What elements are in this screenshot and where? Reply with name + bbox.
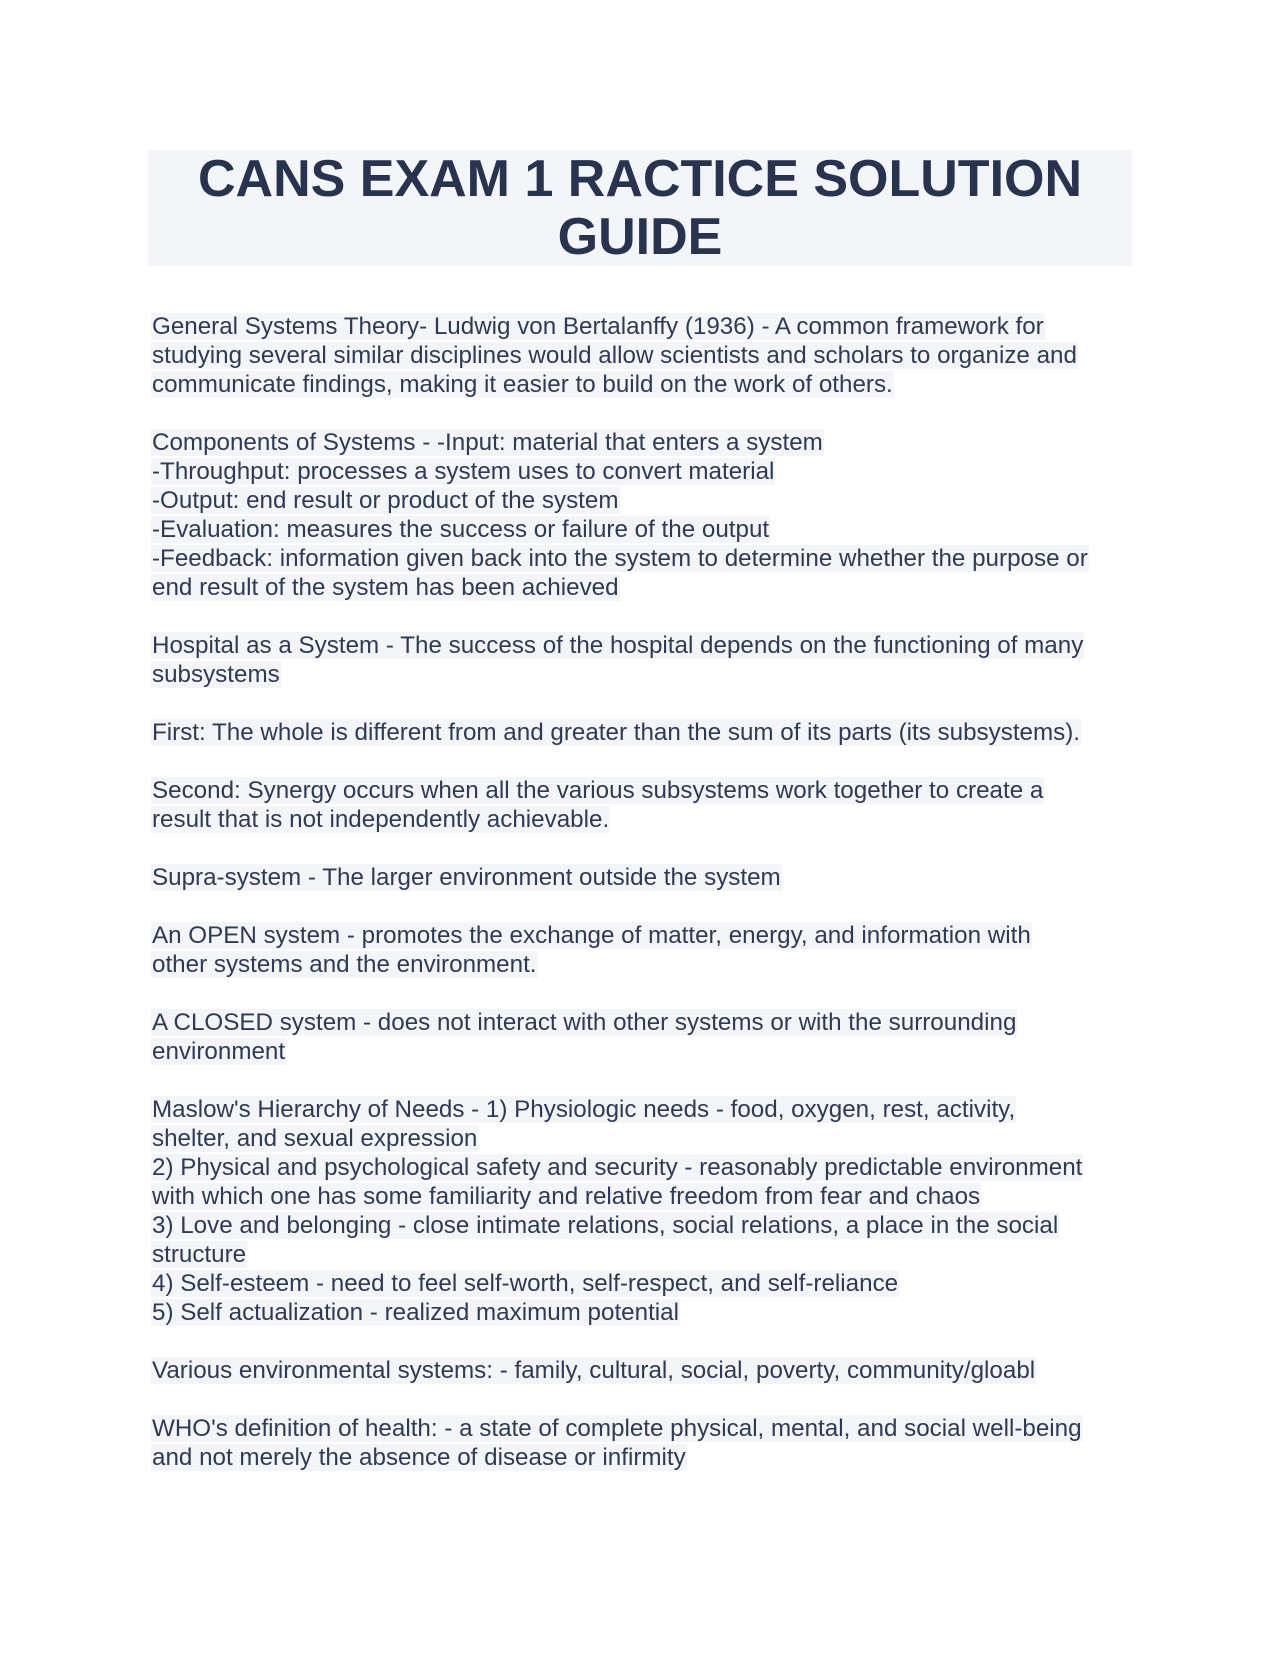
text-line-content: shelter, and sexual expression <box>152 1125 478 1152</box>
text-line <box>151 341 1141 370</box>
paragraph <box>151 1095 1141 1327</box>
text-line-content: -Evaluation: measures the success or failure of the output <box>152 516 770 543</box>
text-line-content: First: The whole is different from and greater than the sum of its parts (its subsystems). <box>152 719 1081 746</box>
text-line <box>151 805 1141 834</box>
paragraph <box>151 718 1141 747</box>
text-line-content: Hospital as a System - The success of the hospital depends on the functioning of many <box>152 632 1084 659</box>
text-line-content: Supra-system - The larger environment outside the system <box>152 864 781 891</box>
text-line <box>151 1298 1141 1327</box>
text-line-content: 3) Love and belonging - close intimate relations, social relations, a place in the social <box>152 1212 1059 1239</box>
paragraph <box>151 863 1141 892</box>
text-line-content: -Output: end result or product of the system <box>152 487 619 514</box>
text-line <box>151 312 1141 341</box>
text-line-content: environment <box>152 1038 286 1065</box>
text-line <box>151 1240 1141 1269</box>
paragraph <box>151 921 1141 979</box>
text-line <box>151 486 1141 515</box>
document-title <box>148 150 1132 266</box>
text-line <box>151 921 1141 950</box>
text-line <box>151 631 1141 660</box>
paragraph <box>151 1008 1141 1066</box>
text-line-content: other systems and the environment. <box>152 951 537 978</box>
text-line <box>151 776 1141 805</box>
text-line <box>151 515 1141 544</box>
text-line <box>151 573 1141 602</box>
text-line-content: Maslow's Hierarchy of Needs - 1) Physiologic needs - food, oxygen, rest, activity, <box>152 1096 1016 1123</box>
text-line-content: Components of Systems - -Input: material that enters a system <box>152 429 823 456</box>
text-line-content: structure <box>152 1241 247 1268</box>
text-line <box>151 1269 1141 1298</box>
text-line <box>151 1037 1141 1066</box>
paragraph <box>151 631 1141 689</box>
text-line <box>151 1443 1141 1472</box>
text-line <box>151 1008 1141 1037</box>
document-body <box>151 312 1141 1501</box>
text-line-content: Various environmental systems: - family, cultural, social, poverty, community/gloabl <box>152 1357 1036 1384</box>
text-line-content: result that is not independently achievable. <box>152 806 610 833</box>
text-line-content: communicate findings, making it easier to build on the work of others. <box>152 371 893 398</box>
text-line <box>151 1356 1141 1385</box>
text-line <box>151 1211 1141 1240</box>
text-line <box>151 863 1141 892</box>
paragraph <box>151 428 1141 602</box>
text-line <box>151 428 1141 457</box>
paragraph <box>151 312 1141 399</box>
paragraph <box>151 776 1141 834</box>
text-line-content: -Throughput: processes a system uses to convert material <box>152 458 775 485</box>
paragraph <box>151 1356 1141 1385</box>
text-line-content: with which one has some familiarity and relative freedom from fear and chaos <box>152 1183 981 1210</box>
text-line <box>151 950 1141 979</box>
text-line-content: WHO's definition of health: - a state of complete physical, mental, and social well-being <box>152 1415 1082 1442</box>
text-line-content: and not merely the absence of disease or infirmity <box>152 1444 686 1471</box>
text-line-content: end result of the system has been achieved <box>152 574 619 601</box>
text-line-content: General Systems Theory- Ludwig von Bertalanffy (1936) - A common framework for <box>152 313 1044 340</box>
text-line-content: A CLOSED system - does not interact with other systems or with the surrounding <box>152 1009 1017 1036</box>
title-line-2: GUIDE <box>557 208 723 266</box>
text-line <box>151 457 1141 486</box>
text-line <box>151 1124 1141 1153</box>
text-line-content: Second: Synergy occurs when all the various subsystems work together to create a <box>152 777 1044 804</box>
text-line <box>151 1182 1141 1211</box>
text-line-content: An OPEN system - promotes the exchange of matter, energy, and information with <box>152 922 1031 949</box>
text-line <box>151 1095 1141 1124</box>
text-line-content: 4) Self-esteem - need to feel self-worth, self-respect, and self-reliance <box>152 1270 899 1297</box>
text-line <box>151 1414 1141 1443</box>
text-line <box>151 370 1141 399</box>
text-line <box>151 718 1141 747</box>
title-line-1: CANS EXAM 1 RACTICE SOLUTION <box>197 150 1083 208</box>
paragraph <box>151 1414 1141 1472</box>
text-line-content: 2) Physical and psychological safety and security - reasonably predictable environment <box>152 1154 1083 1181</box>
text-line <box>151 660 1141 689</box>
text-line <box>151 1153 1141 1182</box>
text-line-content: subsystems <box>152 661 280 688</box>
text-line-content: studying several similar disciplines would allow scientists and scholars to organize and <box>152 342 1077 369</box>
text-line-content: 5) Self actualization - realized maximum potential <box>152 1299 679 1326</box>
text-line-content: -Feedback: information given back into the system to determine whether the purpose or <box>152 545 1088 572</box>
text-line <box>151 544 1141 573</box>
